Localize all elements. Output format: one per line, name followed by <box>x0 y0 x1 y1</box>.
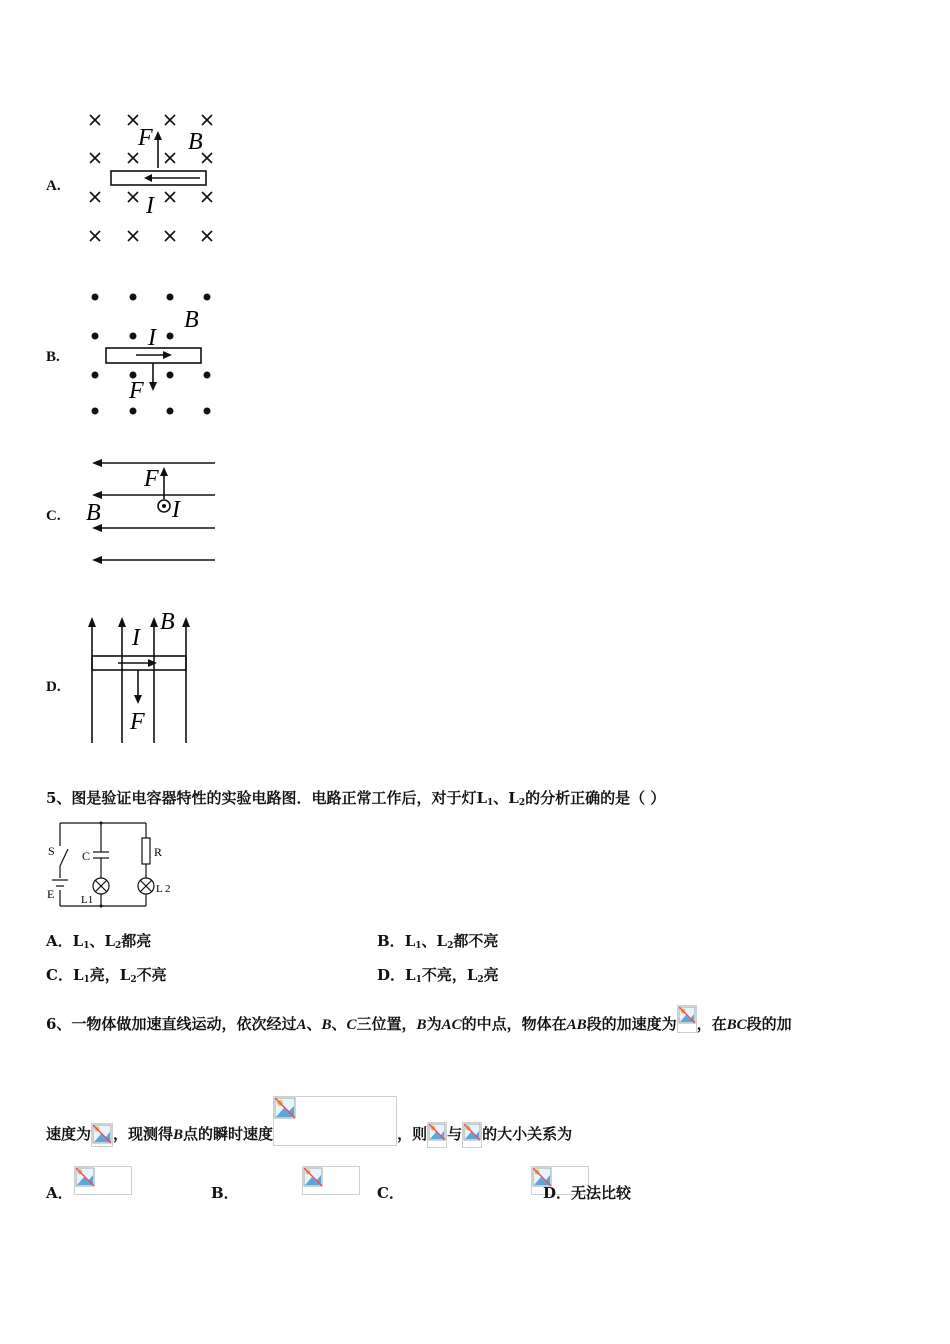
lamp1-label: L1 <box>81 894 94 906</box>
diagram-a <box>80 105 230 255</box>
q5-option-b[interactable]: B．$L_1$、$L_2$都不亮 <box>377 932 499 951</box>
q5-stem: 5、图是验证电容器特性的实验电路图．电路正常工作后，对于灯$L_1$、$L_2$的分析正确的是（ ） <box>46 789 666 808</box>
lamp2-label: L 2 <box>156 883 171 895</box>
label-i: I <box>172 497 180 523</box>
q6-stem-line2: 速度为 ，现测得B点的瞬时速度 ，则 与 的大小关系为 <box>46 1110 572 1160</box>
q6-option-b[interactable]: B． <box>211 1184 239 1202</box>
q6-option-c[interactable]: C． <box>377 1184 404 1202</box>
option-c-label: C. <box>46 508 61 524</box>
q5-option-c[interactable]: C．$L_1$亮，$L_2$不亮 <box>46 966 167 985</box>
image-placeholder <box>462 1122 482 1148</box>
q6-option-a-image <box>74 1166 132 1195</box>
diagram-c <box>80 450 230 570</box>
q5-option-a[interactable]: A．$L_1$、$L_2$都亮 <box>46 932 152 951</box>
option-d-label: D. <box>46 679 61 695</box>
q6-option-b-image <box>302 1166 360 1195</box>
battery-label: E <box>47 887 55 901</box>
switch-label: S <box>48 844 55 858</box>
label-f: F <box>129 378 144 404</box>
option-a-label: A. <box>46 178 61 194</box>
image-placeholder <box>273 1096 397 1146</box>
label-b: B <box>184 307 199 333</box>
option-b-label: B. <box>46 349 60 365</box>
diagram-b <box>80 285 230 425</box>
q6-stem-line1: 6、一物体做加速直线运动，依次经过A、B、C三位置，B为AC的中点，物体在AB段的加速度为 ，在BC段的加 <box>46 1011 792 1039</box>
q6-option-d[interactable]: D．无法比较 <box>543 1184 632 1202</box>
label-i: I <box>146 193 154 219</box>
label-b: B <box>160 609 175 635</box>
q6-option-a[interactable]: A． <box>46 1184 73 1202</box>
label-f: F <box>138 125 153 151</box>
diagram-d <box>80 605 230 750</box>
label-b: B <box>188 129 203 155</box>
label-i: I <box>132 625 140 651</box>
label-f: F <box>130 709 145 735</box>
capacitor-label: C <box>82 849 91 863</box>
label-b: B <box>86 500 101 526</box>
image-placeholder <box>427 1122 447 1148</box>
label-i: I <box>148 325 156 351</box>
resistor-label: R <box>154 845 163 859</box>
q5-option-d[interactable]: D．$L_1$不亮，$L_2$亮 <box>377 966 499 985</box>
image-placeholder <box>677 1005 697 1033</box>
label-f: F <box>144 466 159 492</box>
image-placeholder <box>91 1123 113 1147</box>
circuit-diagram <box>44 818 184 913</box>
